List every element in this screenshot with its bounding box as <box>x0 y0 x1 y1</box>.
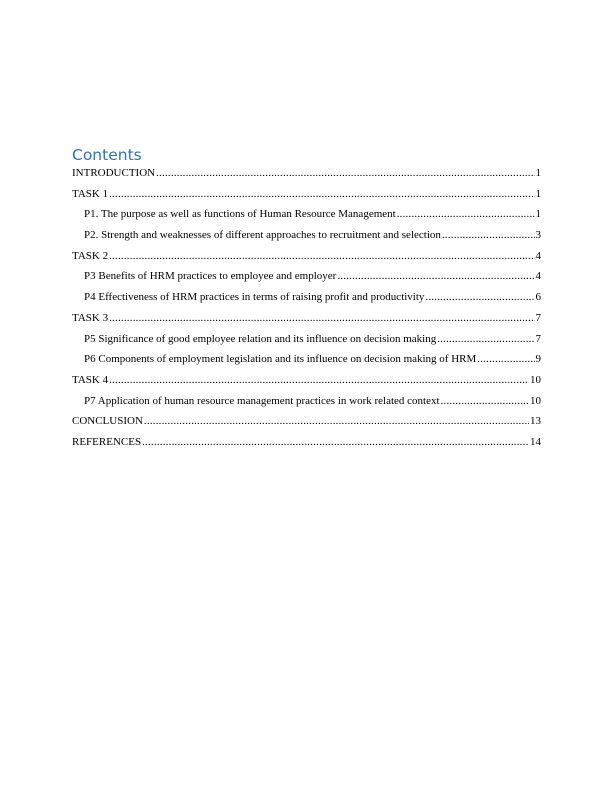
table-of-contents <box>72 163 541 453</box>
toc-entry-page: 7 <box>535 332 541 345</box>
toc-entry-title: P5 Significance of good employee relation and its influence on decision making <box>84 332 437 345</box>
toc-entry-title: CONCLUSION <box>72 415 143 428</box>
toc-entry-p1[interactable] <box>72 204 541 225</box>
toc-entry-page: 1 <box>535 167 541 179</box>
toc-entry-title: INTRODUCTION <box>72 167 156 179</box>
toc-entry-p3[interactable] <box>72 266 541 287</box>
toc-entry-p4[interactable] <box>72 287 541 308</box>
dot-leader <box>442 225 535 246</box>
toc-entry-title: P7 Application of human resource management practices in work related context <box>84 394 440 407</box>
dot-leader <box>109 370 529 391</box>
toc-entry-page: 9 <box>535 353 541 366</box>
toc-entry-introduction[interactable] <box>72 163 541 184</box>
toc-entry-page: 10 <box>530 394 541 407</box>
toc-entry-title: TASK 3 <box>72 311 109 324</box>
dot-leader <box>397 204 535 225</box>
dot-leader <box>437 329 534 350</box>
toc-entry-task-3[interactable] <box>72 308 541 329</box>
toc-entry-title: P1. The purpose as well as functions of Human Resource Management <box>84 208 396 221</box>
toc-entry-page: 1 <box>535 208 541 221</box>
dot-leader <box>144 411 529 432</box>
toc-entry-title: TASK 2 <box>72 249 109 262</box>
toc-entry-page: 1 <box>535 187 541 200</box>
toc-entry-task-2[interactable] <box>72 246 541 267</box>
toc-entry-title: TASK 4 <box>72 373 109 386</box>
toc-entry-title: P6 Components of employment legislation and its influence on decision making of HRM <box>84 353 477 366</box>
dot-leader <box>425 287 534 308</box>
toc-entry-page: 10 <box>530 373 541 386</box>
toc-entry-task-1[interactable] <box>72 184 541 205</box>
toc-entry-page: 4 <box>535 249 541 262</box>
toc-entry-title: P3 Benefits of HRM practices to employee and employer <box>84 270 337 283</box>
toc-entry-title: P4 Effectiveness of HRM practices in terms of raising profit and productivity <box>84 291 425 304</box>
toc-entry-p6[interactable] <box>72 349 541 370</box>
toc-entry-p5[interactable] <box>72 329 541 350</box>
dot-leader <box>109 246 534 267</box>
toc-entry-page: 7 <box>535 311 541 324</box>
dot-leader <box>337 266 534 287</box>
toc-entry-page: 4 <box>535 270 541 283</box>
toc-entry-page: 13 <box>530 415 541 428</box>
toc-entry-title: REFERENCES <box>72 435 142 448</box>
dot-leader <box>142 432 529 453</box>
toc-entry-title: P2. Strength and weaknesses of different approaches to recruitment and selection <box>84 229 441 242</box>
toc-entry-page: 6 <box>535 291 541 304</box>
toc-entry-conclusion[interactable] <box>72 411 541 432</box>
toc-heading: Contents <box>72 146 142 164</box>
toc-entry-p2[interactable] <box>72 225 541 246</box>
toc-entry-title: TASK 1 <box>72 187 109 200</box>
dot-leader <box>441 391 529 412</box>
toc-entry-references[interactable] <box>72 432 541 453</box>
dot-leader <box>477 349 534 370</box>
dot-leader <box>109 184 534 205</box>
toc-entry-page: 14 <box>530 435 541 448</box>
dot-leader <box>156 163 534 184</box>
toc-entry-p7[interactable] <box>72 391 541 412</box>
toc-entry-page: 3 <box>535 229 541 242</box>
dot-leader <box>109 308 534 329</box>
toc-entry-task-4[interactable] <box>72 370 541 391</box>
